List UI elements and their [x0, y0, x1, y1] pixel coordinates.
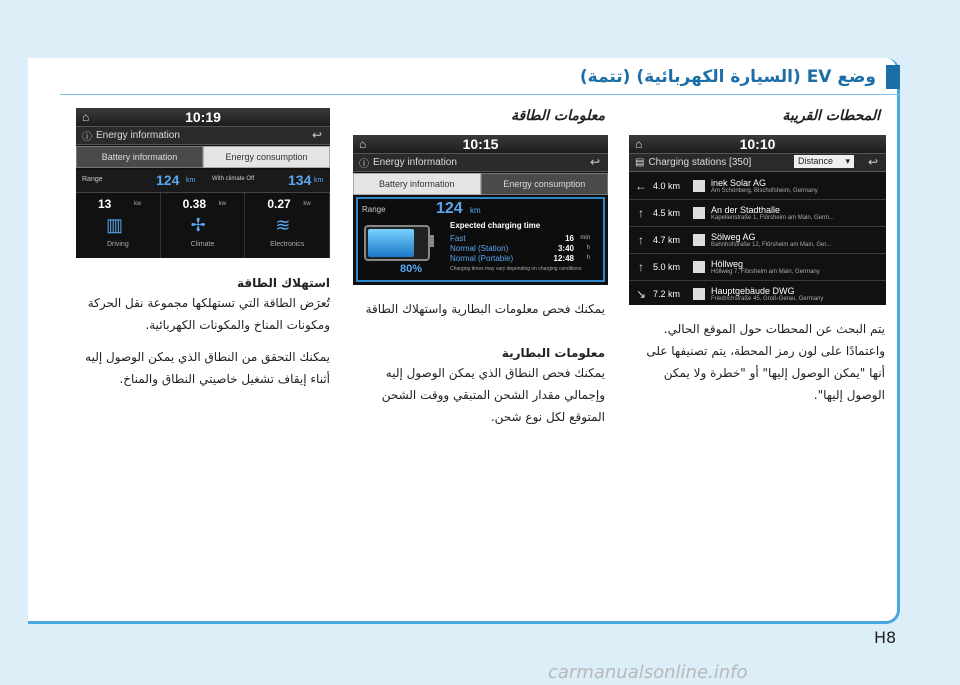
climate-label: With climate Off — [212, 176, 255, 182]
charger-icon — [693, 180, 705, 192]
station-row[interactable] — [629, 226, 886, 254]
charger-icon — [693, 234, 705, 246]
paragraph-energy-info: يمكنك فحص معلومات البطارية واستهلاك الطاقة — [365, 302, 605, 316]
back-icon[interactable]: ↩ — [311, 128, 322, 142]
heading-energy-info: معلومات الطاقة — [510, 108, 605, 124]
header-title: Energy information — [373, 157, 457, 168]
dropdown-arrow-icon: ▾ — [845, 156, 850, 166]
clock: 10:19 — [185, 109, 221, 125]
charge-value: 16 — [565, 233, 574, 243]
climate-value: 134 — [288, 172, 312, 188]
station-distance: 4.5 km — [653, 207, 681, 218]
consumption-value: 0.38 — [182, 197, 207, 211]
charge-row — [450, 243, 590, 253]
charge-title: Expected charging time — [450, 221, 541, 230]
back-icon[interactable]: ↩ — [589, 155, 600, 169]
charge-label: Fast — [450, 233, 466, 243]
info-icon: ⓘ — [359, 159, 369, 170]
consumption-item — [245, 193, 330, 258]
heading-nearby-stations: المحطات القريبة — [782, 108, 880, 124]
charge-label: Normal (Portable) — [450, 253, 514, 263]
charge-row — [450, 233, 590, 243]
status-bar — [353, 135, 608, 153]
range-row — [76, 170, 330, 193]
direction-arrow-icon: ↑ — [638, 259, 644, 274]
consumption-label: Electronics — [270, 241, 305, 248]
paragraph-climate: يمكنك التحقق من النطاق الذي يمكن الوصول إليه أثناء إيقاف تشغيل خاصيتي النطاق والمناخ. — [85, 350, 330, 386]
station-distance: 5.0 km — [653, 261, 681, 272]
station-distance: 4.0 km — [653, 180, 681, 191]
subheading-battery: معلومات البطارية — [501, 346, 605, 360]
watermark: carmanualsonline.info — [548, 662, 748, 683]
consumption-items — [76, 193, 330, 258]
sort-value: Distance — [798, 156, 834, 166]
range-label: Range — [362, 205, 386, 214]
title-marker — [886, 65, 900, 89]
driving-icon: ▥ — [106, 215, 124, 235]
charger-icon — [693, 261, 705, 273]
range-value: 124 — [436, 200, 463, 217]
status-bar — [76, 108, 330, 126]
consumption-unit: kw — [134, 201, 142, 207]
charge-label: Normal (Station) — [450, 243, 509, 253]
charger-icon — [693, 207, 705, 219]
range-unit: km — [470, 206, 481, 215]
station-distance: 7.2 km — [653, 288, 681, 299]
consumption-label: Climate — [190, 241, 215, 248]
station-name: An der Stadthalle — [711, 204, 781, 215]
page-number: H8 — [874, 628, 897, 647]
charge-row — [450, 253, 590, 263]
header-title: Energy information — [96, 130, 180, 141]
battery-panel — [356, 197, 605, 282]
station-address: Am Schönberg, Bischofsheim, Germany — [711, 187, 818, 194]
charge-rows — [450, 233, 590, 263]
consumption-value: 13 — [98, 197, 112, 211]
home-icon[interactable]: ⌂ — [82, 110, 90, 124]
direction-arrow-icon: ↑ — [638, 205, 644, 220]
station-address: Höllweg 7, Flörsheim am Main, Germany — [711, 268, 820, 275]
title-text: وضع EV (السيارة الكهربائية) (تتمة) — [579, 67, 876, 87]
station-name: Hauptgebäude DWG — [711, 285, 795, 296]
paragraph-battery: يمكنك فحص النطاق الذي يمكن الوصول إليه وإجمالي مقدار الشحن المتبقي ووقت الشحن المتوقع لكل نوع شحن. — [381, 366, 605, 424]
tab-energy-consumption[interactable]: Energy consumption — [203, 146, 330, 168]
status-bar — [629, 135, 886, 153]
subheading-consumption: استهلاك الطاقة — [237, 276, 330, 290]
screen-header — [353, 153, 608, 172]
screen-energy-consumption — [76, 108, 330, 258]
clock: 10:10 — [739, 136, 776, 152]
tab-bar — [76, 146, 330, 168]
battery-percent: 80% — [400, 263, 423, 275]
station-name: Höllweg — [711, 258, 744, 269]
tab-bar — [353, 173, 608, 195]
consumption-unit: kw — [303, 201, 311, 207]
direction-arrow-icon: ↑ — [638, 232, 644, 247]
screen-header — [629, 153, 886, 172]
charger-icon — [693, 288, 705, 300]
direction-arrow-icon: ↘ — [635, 286, 647, 301]
tab-battery-info[interactable]: Battery information — [76, 146, 203, 168]
station-address: Friedrichstraße 45, Groß-Gerau, Germany — [711, 295, 824, 302]
station-name: inek Solar AG — [711, 177, 767, 188]
station-distance: 4.7 km — [653, 234, 681, 245]
station-address: Bahnhofstraße 12, Flörsheim am Main, Ger... — [711, 241, 832, 248]
tab-energy-consumption[interactable]: Energy consumption — [481, 173, 609, 195]
station-info — [711, 205, 871, 221]
consumption-item — [76, 193, 161, 258]
station-name: Sölweg AG — [711, 231, 756, 242]
home-icon[interactable]: ⌂ — [359, 137, 367, 151]
consumption-item — [161, 193, 246, 258]
clock: 10:15 — [462, 136, 499, 152]
consumption-unit: kw — [218, 201, 227, 207]
station-row[interactable] — [629, 253, 886, 281]
charge-note: Charging times may vary depending on charging conditions — [450, 266, 582, 272]
paragraph-nearby: يتم البحث عن المحطات حول الموقع الحالي. واعتمادًا على لون رمز المحطة، يتم تصنيفها على أنها "يمكن الوصول إليها" أو "خطرة ولا يمكن الوصول إليها". — [646, 322, 885, 402]
consumption-value: 0.27 — [267, 197, 291, 211]
charge-unit: h — [586, 245, 590, 251]
station-info — [711, 232, 871, 248]
screen-battery-info — [353, 135, 608, 285]
climate-fan-icon: ✢ — [190, 215, 206, 235]
section-title — [60, 62, 900, 92]
direction-arrow-icon: ← — [635, 178, 647, 193]
station-row[interactable] — [629, 199, 886, 227]
charge-value: 3:40 — [557, 243, 574, 253]
range-label: Range — [82, 176, 103, 183]
charge-unit: min — [580, 235, 590, 241]
home-icon[interactable]: ⌂ — [635, 137, 643, 151]
battery-tip — [430, 235, 434, 247]
back-icon[interactable]: ↩ — [867, 155, 878, 169]
header-title: Charging stations [350] — [648, 157, 752, 168]
climate-unit: km — [314, 177, 324, 184]
paragraph-consumption: تُعرَض الطاقة التي تستهلكها مجموعة نقل الحركة ومكونات المناخ والمكونات الكهربائية. — [87, 296, 330, 332]
sort-dropdown[interactable] — [794, 155, 854, 168]
charge-unit: h — [586, 255, 590, 261]
station-address: Kapellenstraße 1, Flörsheim am Main, Germ... — [711, 214, 835, 221]
charge-value: 12:48 — [553, 253, 574, 263]
battery-icon — [364, 225, 430, 261]
range-value: 124 — [156, 172, 180, 188]
consumption-label: Driving — [106, 241, 129, 248]
list-icon: ▤ — [635, 157, 645, 168]
electronics-icon: ≋ — [275, 215, 291, 235]
station-row[interactable] — [629, 172, 886, 200]
station-info — [711, 178, 871, 194]
title-rule — [60, 94, 900, 95]
tab-battery-info[interactable]: Battery information — [353, 173, 481, 195]
screen-charging-stations — [629, 135, 886, 305]
station-info — [711, 286, 871, 302]
station-info — [711, 259, 871, 275]
screen-header — [76, 126, 330, 145]
range-unit: km — [186, 177, 196, 184]
battery-fill — [368, 229, 414, 257]
station-row[interactable] — [629, 280, 886, 305]
info-icon: ⓘ — [82, 132, 92, 143]
